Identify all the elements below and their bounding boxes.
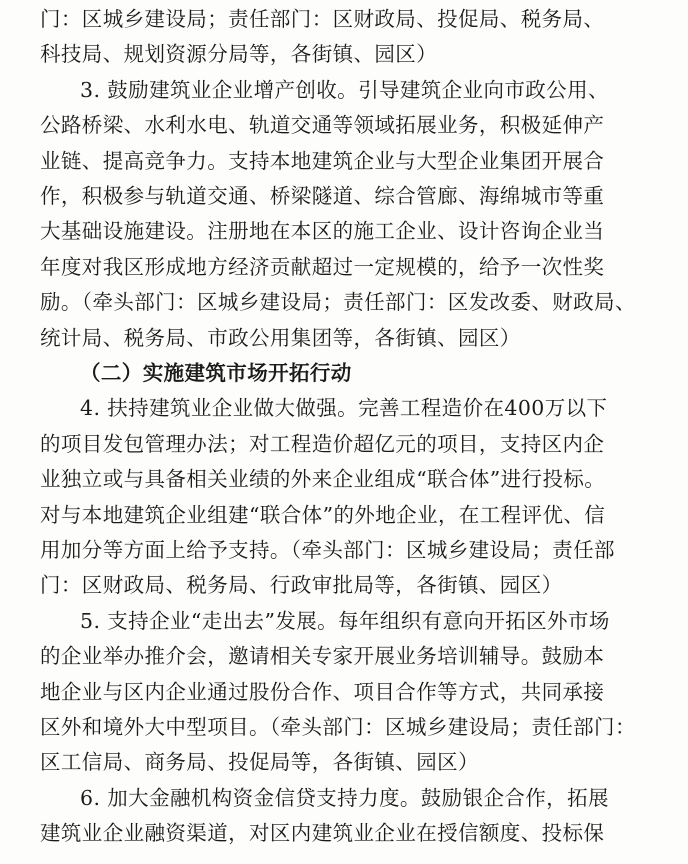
- text-line: 公路桥梁、水利水电、轨道交通等领域拓展业务，积极延伸产: [40, 113, 605, 138]
- paragraph-5-start: 5. 支持企业“走出去”发展。每年组织有意向开拓区外市场: [80, 608, 610, 633]
- text-line: 大基础设施建设。注册地在本区的施工企业、设计咨询企业当: [40, 219, 605, 244]
- text-line: 业链、提高竞争力。支持本地建筑企业与大型企业集团开展合: [40, 148, 605, 173]
- text-line: 地企业与区内企业通过股份合作、项目合作等方式，共同承接: [40, 679, 605, 704]
- paragraph-6-start: 6. 加大金融机构资金信贷支持力度。鼓励银企合作，拓展: [80, 785, 609, 810]
- text-line: 统计局、税务局、市政公用集团等，各街镇、园区）: [40, 325, 521, 350]
- text-line: 作，积极参与轨道交通、桥梁隧道、综合管廊、海绵城市等重: [40, 184, 605, 208]
- text-line: 门：区城乡建设局；责任部门：区财政局、投促局、税务局、: [40, 7, 605, 31]
- text-line: 的项目发包管理办法；对工程造价超亿元的项目，支持区内企: [40, 431, 605, 456]
- paragraph-3-start: 3. 鼓励建筑业企业增产创收。引导建筑企业向市政公用、: [80, 77, 609, 102]
- text-line: 科技局、规划资源分局等，各街镇、园区）: [40, 42, 438, 67]
- section-heading: （二）实施建筑市场开拓行动: [80, 361, 352, 385]
- text-line: 对与本地建筑企业组建“联合体”的外地企业，在工程评优、信: [40, 502, 606, 527]
- text-line: 建筑业企业融资渠道，对区内建筑业企业在授信额度、投标保: [40, 821, 605, 846]
- text-line: 区工信局、商务局、投促局等，各街镇、园区）: [40, 750, 479, 775]
- text-line: 门：区财政局、税务局、行政审批局等，各街镇、园区）: [40, 573, 563, 598]
- text-line: 年度对我区形成地方经济贡献超过一定规模的，给予一次性奖: [40, 254, 605, 279]
- paragraph-4-start: 4. 扶持建筑业企业做大做强。完善工程造价在400万以下: [80, 396, 608, 421]
- text-line: 业独立或与具备相关业绩的外来企业组成“联合体”进行投标。: [40, 467, 606, 492]
- text-line: 励。（牵头部门：区城乡建设局；责任部门：区发改委、财政局、: [40, 290, 636, 315]
- text-line: 的企业举办推介会，邀请相关专家开展业务培训辅导。鼓励本: [40, 644, 605, 669]
- text-line: 区外和境外大中型项目。（牵头部门：区城乡建设局；责任部门：: [40, 715, 636, 739]
- text-line: 用加分等方面上给予支持。（牵头部门：区城乡建设局；责任部: [40, 538, 615, 562]
